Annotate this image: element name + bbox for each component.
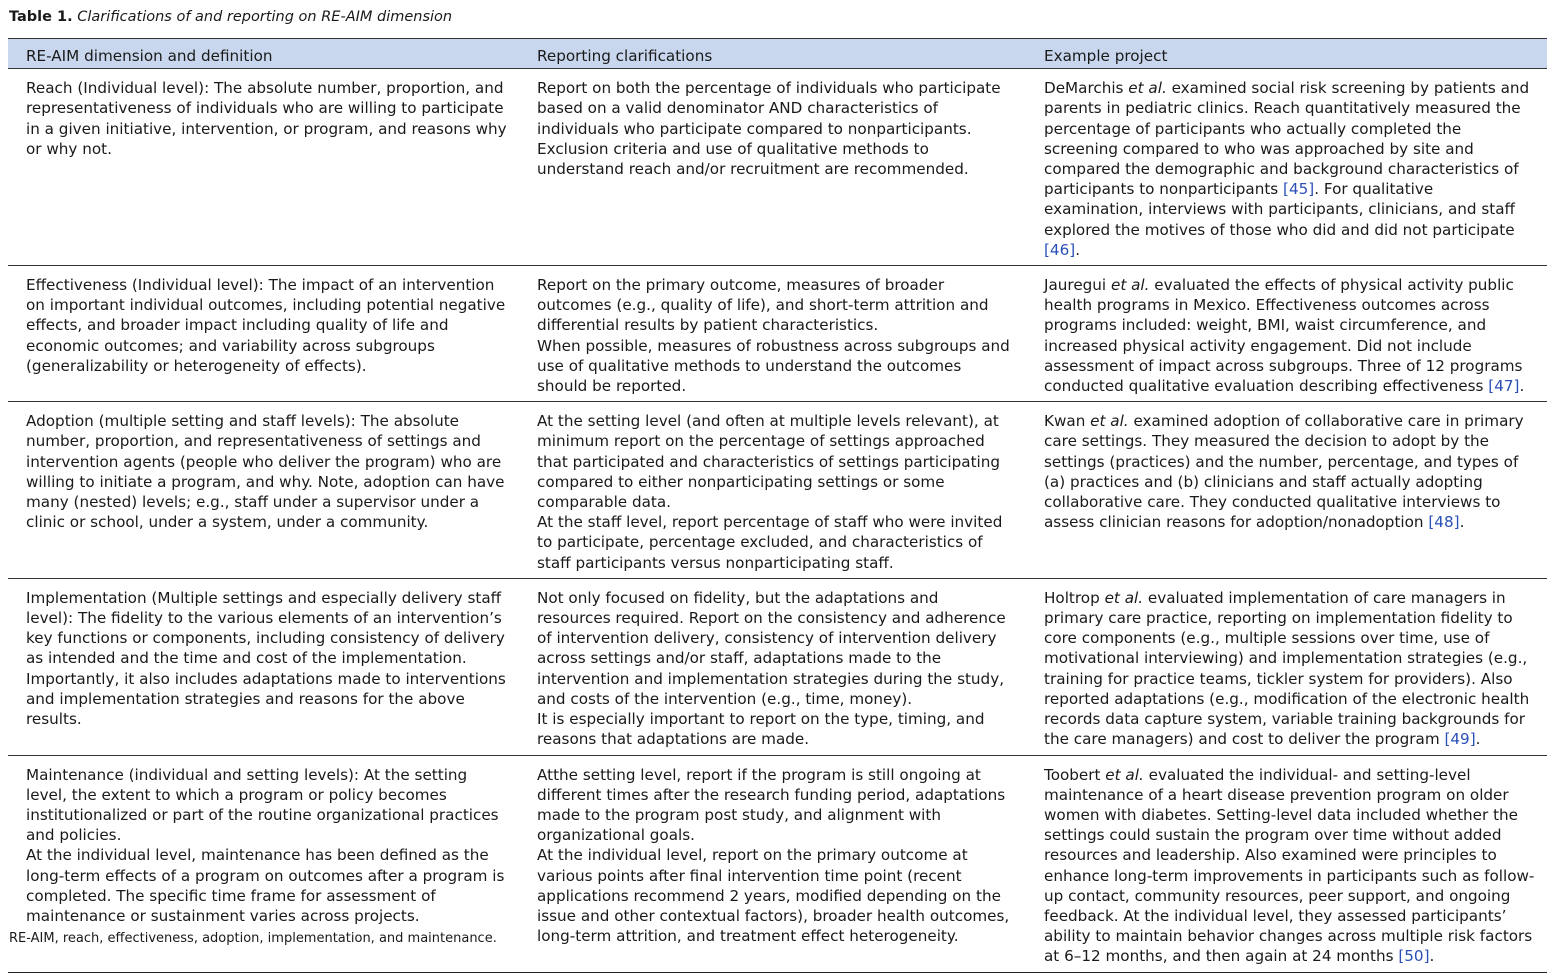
- example-text: .: [1459, 513, 1465, 532]
- table-row: [8, 266, 1547, 402]
- table-label: Table 1.: [9, 9, 73, 25]
- clarification-text: When possible, measures of robustness across subgroups and use of qualitative methods to understand the outcomes should be reported.: [537, 336, 1010, 396]
- clarification-text: Report on the primary outcome, measures of broader outcomes (e.g., quality of life), and short-term attrition and differential results by patient characteristics.: [537, 276, 989, 335]
- clarification-text: At the staff level, report percentage of staff who were invited to participate, percentage excluded, and characteristics of staff participants versus nonparticipating staff.: [537, 513, 1003, 572]
- table-row: [8, 402, 1547, 579]
- example-text: . For qualitative examination, interviews with participants, clinicians, and staff explored the motives of those who did and did not participate: [1044, 180, 1515, 239]
- column-header-example: Example project: [1026, 39, 1547, 69]
- citation-link[interactable]: [46]: [1044, 240, 1076, 259]
- clarification-text: At the individual level, report on the primary outcome at various points after final intervention time point (recent applications recommend 2 years, modified depending on the issue and other contextual factors), broader health outcomes, long-term attrition, and treatment effect heterogeneity.: [537, 846, 1010, 946]
- definition-cell: [8, 69, 519, 266]
- example-cell: [1026, 266, 1547, 402]
- example-cell: [1026, 402, 1547, 579]
- clarifications-cell: [519, 755, 1026, 972]
- example-cell: [1026, 755, 1547, 972]
- header-row: [8, 39, 1547, 69]
- clarification-text: Report on both the percentage of individuals who participate based on a valid denominator AND characteristics of individuals who participate compared to nonparticipants.: [537, 79, 1001, 138]
- definition-text: Reach (Individual level): The absolute number, proportion, and representativeness of individuals who are willing to participate in a given initiative, intervention, or program, and reasons why or why not.: [26, 79, 507, 158]
- clarifications-cell: [519, 578, 1026, 755]
- example-etal: et al.: [1110, 276, 1150, 295]
- example-author: DeMarchis: [1044, 79, 1124, 98]
- column-header-clarifications: Reporting clarifications: [519, 39, 1026, 69]
- example-etal: et al.: [1090, 412, 1129, 431]
- example-author: Holtrop: [1044, 588, 1100, 607]
- example-text: examined adoption of collaborative care in primary care settings. They measured the decision to adopt by the settings (practices) and the number, percentage, and types of (a) practices and (b) clinicians and staff actually adopting collaborative care. They conducted qualitative interviews to assess clinician reasons for adoption/nonadoption: [1044, 412, 1524, 532]
- example-cell: [1026, 578, 1547, 755]
- example-author: Toobert: [1044, 765, 1101, 784]
- table-caption: [9, 8, 452, 26]
- definition-text: Importantly, it also includes adaptations made to interventions and implementation strategies and reasons for the above results.: [26, 669, 506, 729]
- re-aim-table: [8, 38, 1547, 973]
- clarification-text: At the setting level (and often at multiple levels relevant), at minimum report on the percentage of settings approached that participated and characteristics of settings participating compared to either nonparticipating settings or some comparable data.: [537, 412, 1001, 512]
- example-text: examined social risk screening by patients and parents in pediatric clinics. Reach quantitatively measured the percentage of participants who actually completed the screening compared to who was approached by site and compared the demographic and background characteristics of participants to nonparticipants: [1044, 79, 1530, 199]
- example-etal: et al.: [1105, 765, 1144, 784]
- example-etal: et al.: [1104, 588, 1144, 607]
- example-text: evaluated the individual- and setting-level maintenance of a heart disease prevention program on older women with diabetes. Setting-level data included whether the settings could sustain the program over time without added resources and leadership. Also examined were principles to enhance long-term improvements in participants such as follow-up contact, community resources, peer support, and ongoing feedback. At the individual level, they assessed participants’ ability to maintain behavior changes across multiple risk factors at 6–12 months, and then again at 24 months: [1044, 765, 1535, 966]
- table-footnote: RE-AIM, reach, effectiveness, adoption, implementation, and maintenance.: [9, 931, 497, 946]
- definition-text: Maintenance (individual and setting levels): At the setting level, the extent to which a program or policy becomes institutionalized or part of the routine organizational practices and policies.: [26, 765, 499, 845]
- definition-cell: [8, 578, 519, 755]
- clarifications-cell: [519, 266, 1026, 402]
- example-text: evaluated the effects of physical activity public health programs in Mexico. Effectiveness outcomes across programs included: weight, BMI, waist circumference, and increased physical activity engagement. Did not include assessment of impact across subgroups. Three of 12 programs conducted qualitative evaluation describing effectiveness: [1044, 276, 1523, 396]
- citation-link[interactable]: [45]: [1283, 180, 1315, 199]
- example-text: .: [1519, 377, 1525, 396]
- citation-link[interactable]: [48]: [1428, 513, 1460, 532]
- citation-link[interactable]: [49]: [1444, 730, 1476, 749]
- definition-text: Adoption (multiple setting and staff levels): The absolute number, proportion, and representativeness of settings and intervention agents (people who deliver the program) who are willing to initiate a program, and why. Note, adoption can have many (nested) levels; e.g., staff under a supervisor under a clinic or school, under a system, under a community.: [26, 412, 505, 532]
- clarifications-cell: [519, 402, 1026, 579]
- clarification-text: Exclusion criteria and use of qualitative methods to understand reach and/or recruitment are recommended.: [537, 139, 969, 179]
- clarifications-cell: [519, 69, 1026, 266]
- table-row: [8, 578, 1547, 755]
- example-text: .: [1429, 947, 1435, 966]
- example-author: Kwan: [1044, 412, 1086, 431]
- example-text: .: [1075, 240, 1081, 259]
- example-cell: [1026, 69, 1547, 266]
- citation-link[interactable]: [50]: [1398, 947, 1430, 966]
- clarification-text: It is especially important to report on the type, timing, and reasons that adaptations are made.: [537, 710, 985, 749]
- definition-text: Implementation (Multiple settings and especially delivery staff level): The fidelity to the various elements of an intervention’s key functions or components, including consistency of delivery as intended and the time and cost of the implementation.: [26, 588, 505, 668]
- example-etal: et al.: [1128, 79, 1167, 98]
- citation-link[interactable]: [47]: [1488, 377, 1520, 396]
- clarification-text: Not only focused on fidelity, but the adaptations and resources required. Report on the consistency and adherence of intervention delivery, consistency of intervention delivery across settings and/or staff, adaptations made to the intervention and implementation strategies during the study, and costs of the intervention (e.g., time, money).: [537, 588, 1006, 708]
- table-title: Clarifications of and reporting on RE-AIM dimension: [77, 9, 453, 25]
- example-author: Jauregui: [1044, 276, 1107, 295]
- definition-text: At the individual level, maintenance has been defined as the long-term effects of a program on outcomes after a program is completed. The specific time frame for assessment of maintenance or sustainment varies across projects.: [26, 846, 505, 925]
- example-text: evaluated implementation of care managers in primary care practice, reporting on implementation fidelity to core components (e.g., multiple sessions over time, use of motivational interviewing) and implementation strategies (e.g., training for practice teams, tickler system for providers). Also reported adaptations (e.g., modification of the electronic health records data capture system, variable training backgrounds for the care managers) and cost to deliver the program: [1044, 588, 1530, 749]
- column-header-definition: RE-AIM dimension and definition: [8, 39, 519, 69]
- clarification-text: Atthe setting level, report if the program is still ongoing at different times after the research funding period, adaptations made to the program post study, and alignment with organizational goals.: [537, 765, 1006, 845]
- example-text: .: [1475, 730, 1481, 749]
- definition-cell: [8, 402, 519, 579]
- table-row: [8, 69, 1547, 266]
- definition-text: Effectiveness (Individual level): The impact of an intervention on important individual outcomes, including potential negative effects, and broader impact including quality of life and economic outcomes; and variability across subgroups (generalizability or heterogeneity of effects).: [26, 276, 506, 375]
- definition-cell: [8, 266, 519, 402]
